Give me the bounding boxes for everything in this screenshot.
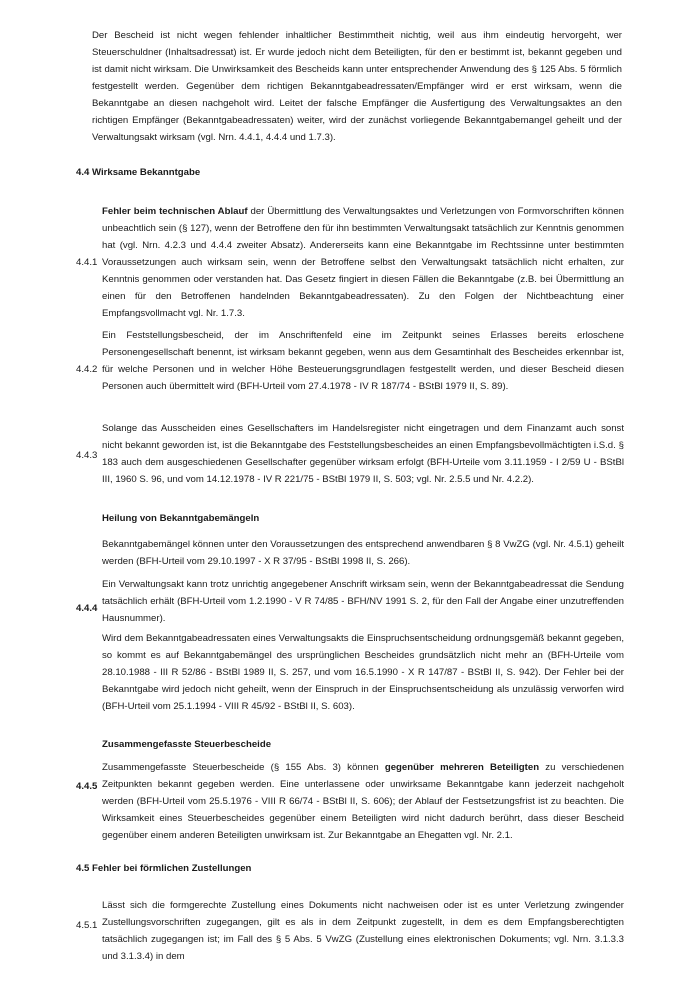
paragraph-number-4-4-5: 4.4.5: [76, 781, 98, 792]
paragraph-4-5-1: Lässt sich die formgerechte Zustellung eines Dokuments nicht nachweisen oder ist es unter Verletzung zwingender Zustellungsvorschriften zugegangen, gilt es als in dem Zeitpunkt zugestellt, in dem es dem Empfangsberechtigten tatsächlich zugegangen ist; im Fall des § 5 Abs. 5 VwZG (Zustellung eines elektronischen Dokuments; vgl. Nrn. 3.1.3.3 und 3.1.3.4) in dem: [102, 900, 624, 962]
subheading-zusammengefasste: Zusammengefasste Steuerbescheide: [102, 739, 272, 750]
paragraph-4-4-1: [102, 203, 624, 322]
subheading-heilung: Heilung von Bekanntgabemängeln: [102, 513, 260, 524]
paragraph-4-4-2: Ein Feststellungsbescheid, der im Anschriftenfeld eine im Zeitpunkt seines Erlasses bereits erloschene Personengesellschaft benennt, ist wirksam bekannt gegeben, wenn aus dem Gesamtinhalt des Bescheides erkennbar ist, für welche Personen und in welcher Höhe Besteuerungsgrundlagen festgestellt werden, und dieser Bescheid diesen Personen auch übermittelt wird (BFH-Urteil vom 27.4.1978 - IV R 187/74 - BStBl 1979 II, S. 89).: [102, 330, 624, 392]
paragraph-4-4-5: [102, 759, 624, 844]
paragraph-4-4-1-lead: Fehler beim technischen Ablauf: [102, 206, 248, 217]
intro-paragraph: Der Bescheid ist nicht wegen fehlender inhaltlicher Bestimmtheit nichtig, weil aus ihm eindeutig hervorgeht, wer Steuerschuldner (Inhaltsadressat) ist. Er wurde jedoch nicht dem Beteiligten, für den er bestimmt ist, bekannt gegeben und ist damit nicht wirksam. Die Unwirksamkeit des Bescheids kann unter entsprechender Anwendung des § 125 Abs. 5 förmlich festgestellt werden. Gegenüber dem richtigen Bekanntgabeadressaten/Empfänger wird er erst wirksam, wenn die Bekanntgabe an diesen nachgeholt wird. Leitet der falsche Empfänger die Ausfertigung des Verwaltungsaktes an den richtigen Empfänger (Bekanntgabeadressaten) weiter, wird der zunächst vorliegende Bekanntgabemangel geheilt und der Verwaltungsakt wirksam (vgl. Nrn. 4.4.1, 4.4.4 und 1.7.3).: [92, 30, 622, 143]
section-heading-4-4: 4.4 Wirksame Bekanntgabe: [76, 167, 201, 178]
paragraph-4-4-5-text-a: Zusammengefasste Steuerbescheide (§ 155 Abs. 3) können: [102, 762, 385, 773]
paragraph-4-4-4-part-3: Wird dem Bekanntgabeadressaten eines Verwaltungsakts die Einspruchsentscheidung ordnungsgemäß bekannt gegeben, so kommt es auf Bekanntgabemängel des ursprünglichen Bescheides grundsätzlich nicht mehr an (BFH-Urteile vom 28.10.1988 - III R 52/86 - BStBl 1989 II, S. 257, und vom 16.5.1990 - X R 147/87 - BStBl II, S. 942). Der Fehler bei der Bekanntgabe wird jedoch nicht geheilt, wenn der Einspruch in der Einspruchsentscheidung als unzulässig verworfen wird (BFH-Urteil vom 25.1.1994 - VIII R 45/92 - BStBl II, S. 603).: [102, 633, 624, 712]
paragraph-4-4-1-text: der Übermittlung des Verwaltungsaktes und Verletzungen von Formvorschriften können unbeachtlich sein (§ 127), wenn der Betroffene den für ihn bestimmten Verwaltungsakt tatsächlich zur Kenntnis genommen hat (vgl. Nrn. 4.2.3 und 4.4.4 zweiter Absatz). Andererseits kann eine Bekanntgabe im Rechtssinne unter bestimmten Voraussetzungen auch wirksam sein, wenn der Betroffene selbst den Verwaltungsakt tatsächlich nicht erhalten, zur Kenntnis genommen oder verstanden hat. Das Gesetz fingiert in diesen Fällen die Bekanntgabe (z.B. bei Übermittlung an einen für den Betroffenen handelnden Bekanntgabeadressaten). Zu den Folgen der Nichtbeachtung einer Empfangsvollmacht vgl. Nr. 1.7.3.: [102, 206, 624, 319]
paragraph-number-4-4-2: 4.4.2: [76, 364, 98, 375]
paragraph-number-4-4-3: 4.4.3: [76, 450, 98, 461]
section-heading-4-5: 4.5 Fehler bei förmlichen Zustellungen: [76, 863, 252, 874]
paragraph-number-4-4-1: 4.4.1: [76, 257, 98, 268]
paragraph-4-4-3: Solange das Ausscheiden eines Gesellschafters im Handelsregister nicht eingetragen und dem Finanzamt auch sonst nicht bekannt geworden ist, ist die Bekanntgabe des Feststellungsbescheides an einen Empfangsbevollmächtigten i.S.d. § 183 auch dem ausgeschiedenen Gesellschafter gegenüber wirksam erfolgt (BFH-Urteile vom 3.11.1959 - I 2/59 U - BStBl III, 1960 S. 96, und vom 14.12.1978 - IV R 221/75 - BStBl 1979 II, S. 503; vgl. Nr. 2.5.5 und Nr. 4.2.2).: [102, 423, 624, 485]
paragraph-number-4-5-1: 4.5.1: [76, 920, 98, 931]
paragraph-4-4-5-text-b: zu verschiedenen Zeitpunkten bekannt gegeben werden. Eine unterlassene oder unwirksame Bekanntgabe kann jederzeit nachgeholt werden (BFH-Urteil vom 25.5.1976 - VIII R 66/74 - BStBl II, S. 606); der Ablauf der Festsetzungsfrist ist zu beachten. Die Wirksamkeit eines Steuerbescheides gegenüber einem Beteiligten wird nicht dadurch berührt, dass dieser Bescheid gegenüber einem anderen Beteiligten unwirksam ist. Zur Bekanntgabe an Ehegatten vgl. Nr. 2.1.: [102, 762, 625, 841]
paragraph-4-4-5-bold: gegenüber mehreren Beteiligten: [384, 762, 540, 773]
paragraph-number-4-4-4: 4.4.4: [76, 603, 98, 614]
paragraph-4-4-4-part-2: Ein Verwaltungsakt kann trotz unrichtig angegebener Anschrift wirksam sein, wenn der Bekanntgabeadressat die Sendung tatsächlich erhält (BFH-Urteil vom 1.2.1990 - V R 74/85 - BFH/NV 1991 S. 2, für den Fall der Angabe einer unzutreffenden Hausnummer).: [102, 579, 624, 624]
paragraph-4-4-4-part-1: Bekanntgabemängel können unter den Voraussetzungen des entsprechend anwendbaren § 8 VwZG (vgl. Nr. 4.5.1) geheilt werden (BFH-Urteil vom 29.10.1997 - X R 37/95 - BStBl 1998 II, S. 266).: [102, 539, 624, 567]
